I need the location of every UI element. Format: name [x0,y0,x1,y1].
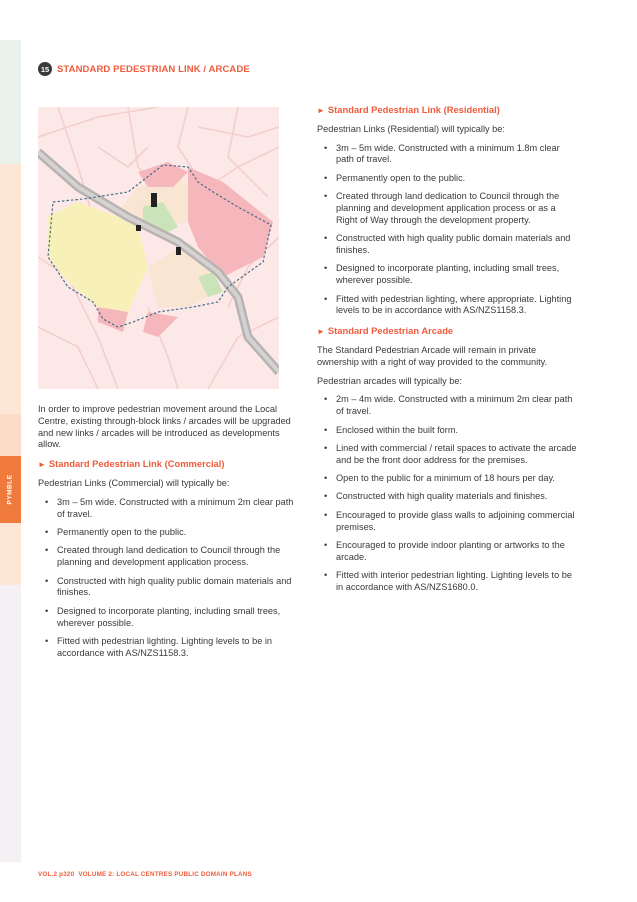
list-item: • Lined with commercial / retail spaces to activate the arcade and be the front door address for the premises. [317,443,579,467]
page-footer [38,871,252,878]
list-item: • Permanently open to the public. [38,527,298,539]
residential-list [317,143,579,318]
residential-heading [317,104,579,117]
residential-heading-text: Standard Pedestrian Link (Residential) [327,104,500,115]
site-map [38,107,279,389]
list-item: • 3m – 5m wide. Constructed with a minimum 1.8m clear path of travel. [317,143,579,167]
list-item: • Fitted with interior pedestrian lighting. Lighting levels to be in accordance with AS/NZS1680.0. [317,570,579,594]
intro-paragraph: In order to improve pedestrian movement around the Local Centre, existing through-block links / arcades will be upgraded and new links / arcades will be introduced as developments allow. [38,404,291,450]
side-tab-label[interactable]: PYMBLE [7,474,14,505]
list-item: • Encouraged to provide indoor planting or artworks to the arcade. [317,540,579,564]
page-number: VOL.2 p320 [38,871,75,878]
list-item: • Open to the public for a minimum of 18 hours per day. [317,473,579,485]
list-item: • 3m – 5m wide. Constructed with a minimum 2m clear path of travel. [38,497,298,521]
list-item: • Fitted with pedestrian lighting. Lighting levels to be in accordance with AS/NZS1158.3. [38,636,298,660]
strip-segment [0,164,21,414]
footer-title: VOLUME 2: LOCAL CENTRES PUBLIC DOMAIN PLANS [78,871,252,878]
residential-lead: Pedestrian Links (Residential) will typically be: [317,123,505,134]
strip-segment [0,414,21,456]
list-item: • Fitted with pedestrian lighting, where appropriate. Lighting levels to be in accordance with AS/NZS1158.3. [317,294,579,318]
list-item: • Created through land dedication to Council through the planning and development application process or as a Right of Way through the development property. [317,191,579,226]
list-item: • Encouraged to provide glass walls to adjoining commercial premises. [317,510,579,534]
commercial-heading [38,458,298,471]
list-item: • Created through land dedication to Council through the planning and development application process. [38,545,298,569]
arrow-right-icon: ► [317,327,325,337]
section-number-badge: 15 [38,62,52,76]
section-header [38,62,250,76]
commercial-lead: Pedestrian Links (Commercial) will typically be: [38,477,230,488]
list-item: • Constructed with high quality materials and finishes. [317,491,579,503]
list-item: • 2m – 4m wide. Constructed with a minimum 2m clear path of travel. [317,394,579,418]
list-item: • Permanently open to the public. [317,173,579,185]
arrow-right-icon: ► [317,106,325,115]
arcade-heading [317,325,579,338]
list-item: • Designed to incorporate planting, including small trees, wherever possible. [38,606,298,630]
arrow-right-icon: ► [38,460,46,470]
strip-segment [0,40,21,164]
arcade-heading-text: Standard Pedestrian Arcade [327,325,454,337]
commercial-heading-text: Standard Pedestrian Link (Commercial) [48,458,225,470]
list-item: • Constructed with high quality public domain materials and finishes. [38,576,298,600]
side-tab-strip [0,40,21,862]
strip-segment [0,585,21,862]
arcade-list [317,394,579,594]
right-column [317,104,579,602]
list-item: • Designed to incorporate planting, including small trees, wherever possible. [317,263,579,287]
list-item: • Enclosed within the built form. [317,425,579,437]
strip-segment [0,523,21,585]
commercial-list [38,497,298,660]
list-item: • Constructed with high quality public domain materials and finishes. [317,233,579,257]
arcade-intro: The Standard Pedestrian Arcade will remain in private ownership with a right of way provided to the community. [317,344,548,367]
arcade-lead: Pedestrian arcades will typically be: [317,375,463,386]
section-title: STANDARD PEDESTRIAN LINK / ARCADE [57,63,250,75]
left-column [38,404,298,668]
